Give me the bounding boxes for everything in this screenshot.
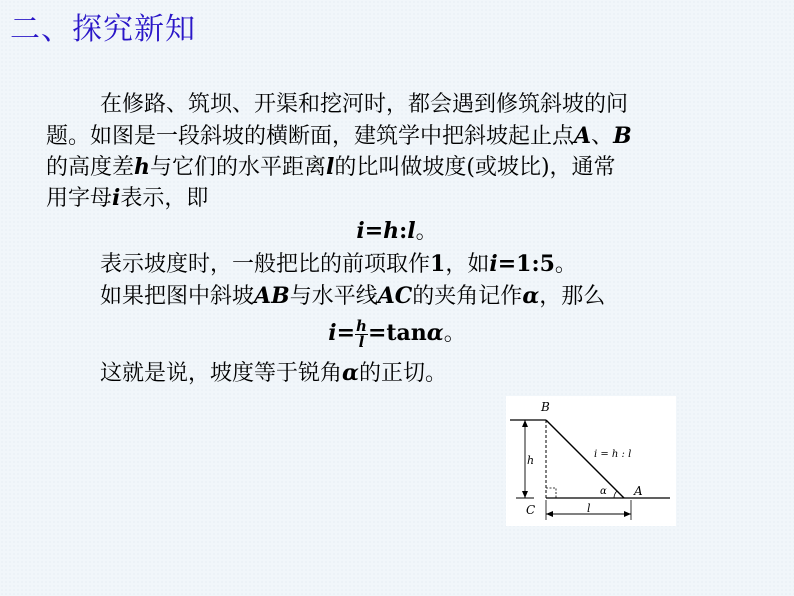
formula-ratio	[0, 216, 794, 247]
text: 表示，即	[120, 186, 209, 211]
period: 。	[443, 321, 466, 346]
right-angle-mark	[546, 488, 556, 498]
var-l: l	[326, 154, 335, 180]
paragraph-line	[100, 249, 577, 280]
arrow-down-icon	[522, 491, 528, 498]
label-alpha: α	[600, 486, 607, 497]
paragraph-line	[100, 90, 628, 120]
label-ratio: i = h : l	[594, 449, 632, 460]
var-h: h	[383, 218, 400, 244]
slope-svg	[506, 396, 676, 526]
text: 在修路、筑坝、开渠和挖河时，都会遇到修筑斜坡的问	[100, 92, 629, 117]
angle-arc	[614, 491, 617, 498]
arrow-right-icon	[624, 511, 631, 517]
text: 、	[591, 124, 614, 149]
var-i: i	[489, 251, 498, 277]
label-a: A	[634, 484, 643, 498]
number: 1	[430, 251, 446, 277]
paragraph-line	[46, 152, 616, 183]
formula-tan	[0, 318, 794, 350]
arrow-left-icon	[546, 511, 553, 517]
text: 的高度差	[46, 155, 135, 180]
slope-diagram	[506, 396, 676, 526]
section-title: 二、探究新知	[10, 12, 196, 47]
tan: =tan	[367, 320, 427, 346]
paragraph-line	[100, 358, 447, 389]
var-i: i	[356, 218, 365, 244]
equals: =	[364, 218, 384, 244]
text: 如果把图中斜坡	[100, 284, 255, 309]
denominator: l	[358, 332, 365, 351]
var-i: i	[112, 185, 121, 211]
point-a: A	[574, 123, 592, 149]
colon: :	[399, 218, 408, 244]
label-l: l	[587, 502, 591, 515]
var-l: l	[407, 218, 416, 244]
paragraph-line	[46, 121, 632, 152]
ratio-example: =1:5	[497, 251, 555, 277]
angle-alpha: α	[522, 283, 540, 309]
numerator: h	[356, 316, 367, 335]
text: 题。如图是一段斜坡的横断面，建筑学中把斜坡起止点	[46, 124, 575, 149]
point-b: B	[613, 123, 632, 149]
text: 表示坡度时，一般把比的前项取作	[100, 252, 431, 277]
equals: =	[336, 320, 356, 346]
text: 的比叫做坡度(或坡比)，通常	[334, 155, 616, 180]
segment-ac: AC	[377, 283, 413, 309]
segment-ab: AB	[254, 283, 290, 309]
period: 。	[415, 219, 438, 244]
paragraph-line	[100, 281, 605, 312]
text: 的夹角记作	[412, 284, 523, 309]
label-c: C	[526, 503, 536, 517]
angle-alpha: α	[426, 320, 444, 346]
text: 的正切。	[358, 361, 447, 386]
angle-alpha: α	[342, 360, 359, 386]
label-h: h	[527, 454, 535, 467]
var-i: i	[328, 320, 337, 346]
label-b: B	[541, 400, 550, 414]
text: 这就是说，坡度等于锐角	[100, 361, 343, 386]
var-h: h	[134, 154, 151, 180]
paragraph-line	[46, 183, 208, 214]
text: ，那么	[539, 284, 606, 309]
text: 。	[554, 252, 577, 277]
text: ，如	[445, 252, 490, 277]
fraction	[355, 316, 368, 351]
arrow-up-icon	[522, 420, 528, 427]
text: 与水平线	[289, 284, 378, 309]
text: 与它们的水平距离	[150, 155, 327, 180]
text: 用字母	[46, 186, 113, 211]
